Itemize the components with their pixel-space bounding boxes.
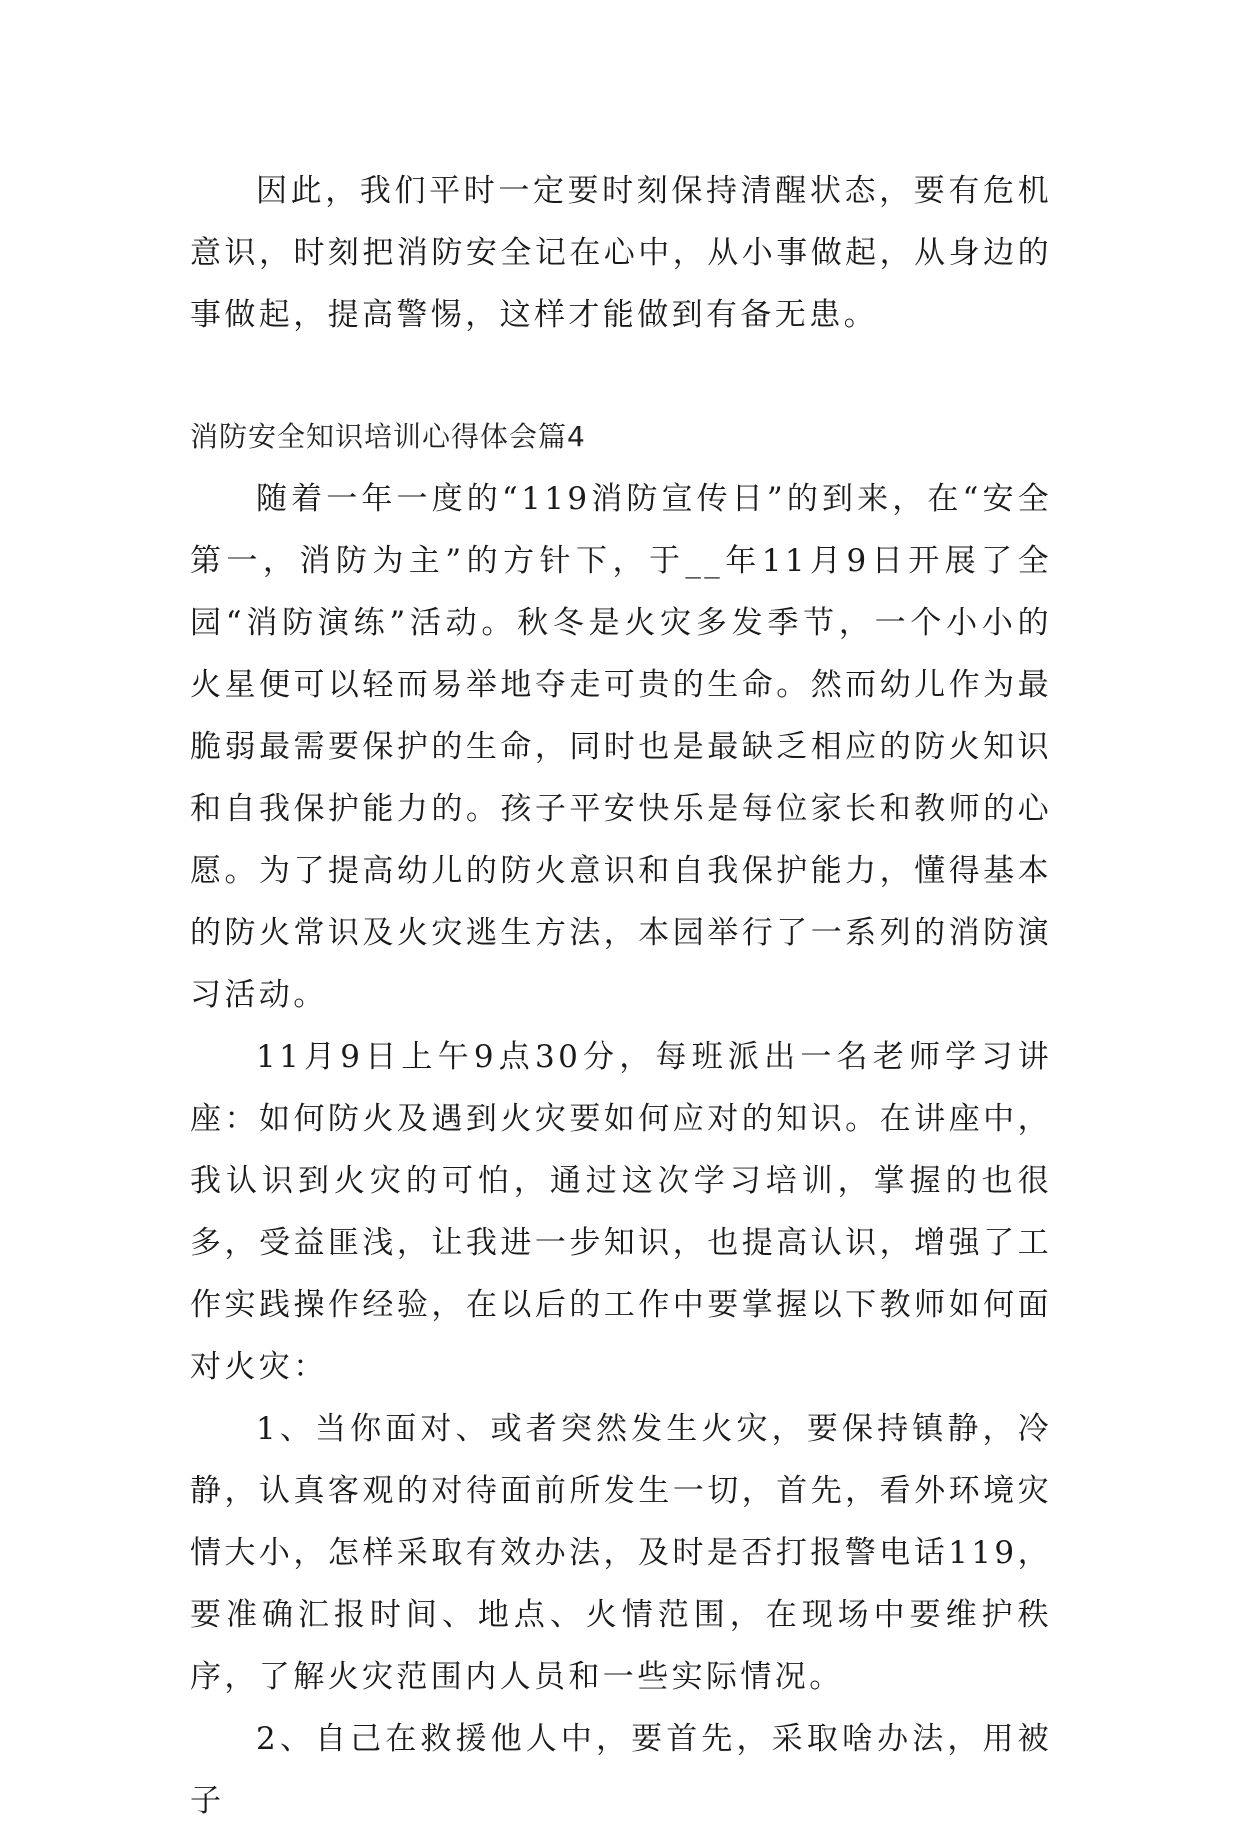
paragraph-lecture: 11月9日上午9点30分，每班派出一名老师学习讲座：如何防火及遇到火灾要如何应对的知识。在讲座中，我认识到火灾的可怕，通过这次学习培训，掌握的也很多，受益匪浅，让我进一步知识，也提高认识，增强了工作实践操作经验，在以后的工作中要掌握以下教师如何面对火灾： xyxy=(190,1039,1052,1385)
document-body xyxy=(190,160,1052,1832)
section-spacer xyxy=(190,346,1052,406)
paragraph-conclusion: 因此，我们平时一定要时刻保持清醒状态，要有危机意识，时刻把消防安全记在心中，从小事做起，从身边的事做起，提高警惕，这样才能做到有备无患。 xyxy=(190,173,1052,333)
paragraph-intro: 随着一年一度的“119消防宣传日”的到来，在“安全第一，消防为主”的方针下，于__年11月9日开展了全园“消防演练”活动。秋冬是火灾多发季节，一个小小的火星便可以轻而易举地夺走可贵的生命。然而幼儿作为最脆弱最需要保护的生命，同时也是最缺乏相应的防火知识和自我保护能力的。孩子平安快乐是每位家长和教师的心愿。为了提高幼儿的防火意识和自我保护能力，懂得基本的防火常识及火灾逃生方法，本园举行了一系列的消防演习活动。 xyxy=(190,481,1052,1013)
section-heading: 消防安全知识培训心得体会篇4 xyxy=(190,420,586,453)
paragraph-point-2: 2、自己在救援他人中，要首先，采取啥办法，用被子 xyxy=(190,1721,1052,1819)
paragraph-point-1: 1、当你面对、或者突然发生火灾，要保持镇静，冷静，认真客观的对待面前所发生一切，首先，看外环境灾情大小，怎样采取有效办法，及时是否打报警电话119，要准确汇报时间、地点、火情范围，在现场中要维护秩序，了解火灾范围内人员和一些实际情况。 xyxy=(190,1411,1052,1695)
